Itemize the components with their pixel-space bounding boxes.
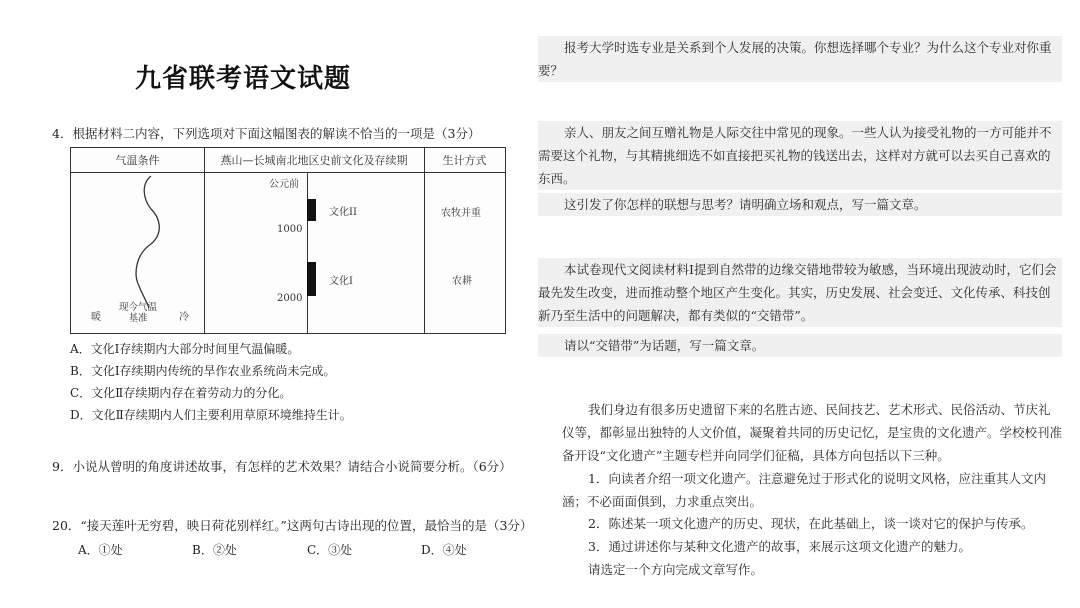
cold-label: 冷: [179, 312, 189, 323]
table-divider: [424, 148, 425, 333]
prompt-gifts-task: 这引发了你怎样的联想与思考？请明确立场和观点，写一篇文章。: [538, 193, 1062, 216]
q4-option-b: B．文化Ⅰ存续期内传统的旱作农业系统尚未完成。: [70, 364, 336, 378]
q20-option-c: C．③处: [307, 543, 353, 557]
tick-2000: 2000: [277, 293, 303, 304]
heritage-direction-3: 3．通过讲述你与某种文化遗产的故事，来展示这项文化遗产的魅力。: [588, 539, 971, 554]
prompt-cultural-heritage: 我们身边有很多历史遗留下来的名胜古迹、民间技艺、艺术形式、民俗活动、节庆礼仪等，都彰显出独特的人文价值，凝聚着共同的历史记忆，是宝贵的文化遗产。学校校刊准备开设“文化遗产”主题专栏并向同学们征稿，具体方向包括以下三种。: [562, 402, 1063, 463]
q20-option-a: A．①处: [78, 543, 123, 557]
baseline-label: 现今气温 基准: [119, 302, 158, 324]
q20-option-d: D．④处: [421, 543, 467, 557]
q4-option-c: C．文化Ⅱ存续期内存在着劳动力的分化。: [70, 386, 292, 400]
warm-label: 暖: [91, 312, 101, 323]
culture-2-label: 文化II: [329, 207, 357, 218]
heritage-task: 请选定一个方向完成文章写作。: [588, 562, 764, 577]
table-header-climate: 气温条件: [71, 148, 204, 173]
table-header-livelihood: 生计方式: [424, 148, 505, 173]
question-4-stem: 4．根据材料二内容，下列选项对下面这幅图表的解读不恰当的一项是（3分）: [52, 126, 481, 141]
temperature-curve: [91, 174, 191, 309]
tick-1000: 1000: [277, 224, 303, 235]
q4-option-a: A．文化Ⅰ存续期内大部分时间里气温偏暖。: [70, 342, 300, 356]
q20-option-b: B．②处: [192, 543, 237, 557]
livelihood-2: 农牧并重: [441, 208, 481, 219]
climate-culture-table: [70, 147, 506, 334]
prompt-gifts: 亲人、朋友之间互赠礼物是人际交往中常见的现象。一些人认为接受礼物的一方可能并不需要这个礼物，与其精挑细选不如直接把买礼物的钱送出去，这样对方就可以去买自己喜欢的东西。: [538, 121, 1062, 190]
livelihood-1: 农耕: [452, 276, 472, 287]
culture-1-bar: [307, 262, 316, 296]
prompt-transition-zone-task: 请以“交错带”为话题，写一篇文章。: [538, 334, 1062, 357]
question-9: 9．小说从曾明的角度讲述故事，有怎样的艺术效果？请结合小说简要分析。（6分）: [52, 459, 512, 474]
page-title: 九省联考语文试题: [135, 64, 352, 94]
prompt-major-choice: 报考大学时选专业是关系到个人发展的决策。你想选择哪个专业？为什么这个专业对你重要？: [538, 36, 1062, 82]
question-20-stem: 20．“接天莲叶无穷碧，映日荷花别样红。”这两句古诗出现的位置，最恰当的是（3分）: [52, 518, 533, 533]
culture-2-bar: [307, 199, 316, 221]
culture-1-label: 文化I: [329, 276, 353, 287]
heritage-direction-1: 1．向读者介绍一项文化遗产。注意避免过于形式化的说明文风格，应注重其人文内涵；不必面面俱到，力求重点突出。: [562, 471, 1046, 509]
table-divider: [204, 148, 205, 333]
timeline-axis: [307, 172, 308, 333]
prompt-transition-zone: 本试卷现代文阅读材料Ⅰ提到自然带的边缘交错地带较为敏感，当环境出现波动时，它们会最先发生改变，进而推动整个地区产生变化。其实，历史发展、社会变迁、文化传承、科技创新乃至生活中的问题解决，都有类似的“交错带”。: [538, 258, 1062, 327]
heritage-direction-2: 2．陈述某一项文化遗产的历史、现状，在此基础上，谈一谈对它的保护与传承。: [588, 516, 1034, 531]
era-label: 公元前: [269, 179, 299, 190]
table-header-culture: 燕山—长城南北地区史前文化及存续期: [204, 148, 424, 173]
q4-option-d: D．文化Ⅱ存续期内人们主要利用草原环境维持生计。: [70, 408, 352, 422]
